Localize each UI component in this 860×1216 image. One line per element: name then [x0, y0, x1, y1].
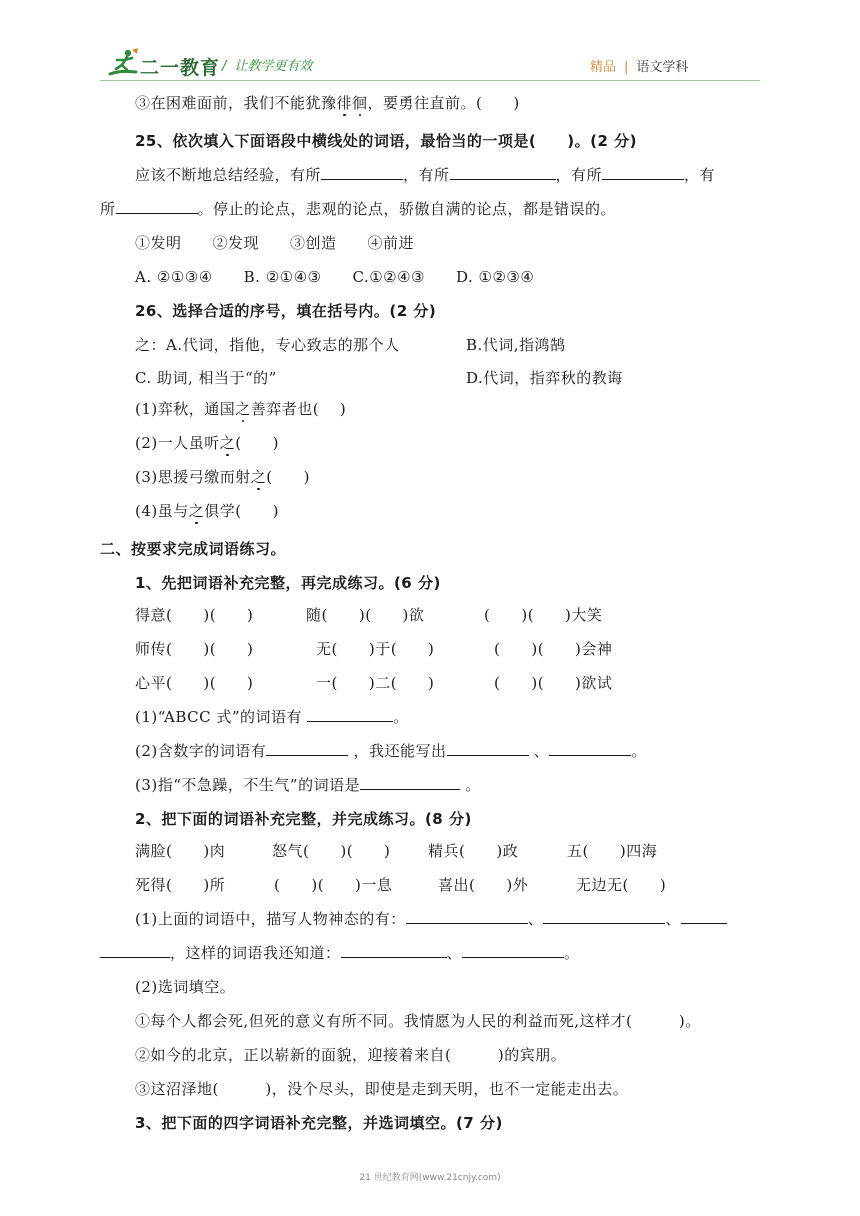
q25-answer-choices: A. ②①③④ B. ②①④③ C.①②④③ D. ①②③④	[135, 268, 535, 286]
text: ( )	[235, 434, 279, 452]
dotted-char: 徊	[352, 94, 368, 112]
text: (1)弈秋，通国	[135, 400, 236, 418]
idiom-3a: 心平( )( )	[135, 674, 254, 692]
slogan	[222, 55, 312, 74]
answer-blank[interactable]	[307, 706, 393, 722]
idiom-3b: 一( )二( )	[316, 674, 435, 692]
text: 俱学( )	[204, 502, 279, 520]
text: ( )	[266, 468, 310, 486]
page-footer: 21 世纪教育网(www.21cnjy.com)	[359, 1173, 501, 1183]
answer-blank[interactable]	[406, 908, 528, 924]
exercise-3-heading: 3、把下面的四字词语补充完整，并选词填空。(7 分)	[135, 1114, 503, 1132]
answer-blank[interactable]	[462, 942, 564, 958]
answer-blank[interactable]	[360, 774, 460, 790]
question-25: 25、依次填入下面语段中横线处的词语，最恰当的一项是( )。(2 分)	[135, 132, 637, 150]
idiom-2c: ( )( )会神	[494, 640, 613, 658]
subject-tag: 语文学科	[636, 60, 689, 75]
text: ，有所	[555, 166, 603, 184]
exercise-2-task-2: (2)选词填空。	[135, 978, 236, 996]
word-5d: 无边无( )	[576, 876, 667, 894]
answer-blank[interactable]	[450, 164, 556, 180]
exercise-2-task-1-line-1	[135, 908, 727, 930]
q26-option-d: D.代词，指弈秋的教诲	[466, 369, 623, 387]
header-rule	[100, 80, 760, 81]
text: 。	[460, 776, 481, 794]
word-4d: 五( )四海	[567, 842, 658, 860]
idiom-2b: 无( )于( )	[316, 640, 435, 658]
q26-sentence-4	[135, 500, 279, 522]
exercise-1-task-3	[135, 774, 481, 796]
text: (2)含数字的词语有	[135, 742, 267, 760]
q25-word-options: ①发明 ②发现 ③创造 ④前进	[135, 234, 415, 252]
dotted-char: 之	[188, 502, 205, 520]
text: 、	[527, 910, 544, 928]
word-5c: 喜出( )外	[438, 876, 529, 894]
runner-logo-icon	[108, 48, 140, 78]
fill-sentence-3: ③这沼泽地( )，没个尽头，即使是走到天明，也不一定能走出去。	[135, 1080, 629, 1098]
q26-sentence-1	[135, 398, 346, 420]
answer-blank[interactable]	[321, 164, 403, 180]
word-4b: 怒气( )( )	[272, 842, 391, 860]
text: 、	[446, 944, 463, 962]
text: 。	[564, 944, 580, 962]
question-26: 26、选择合适的序号，填在括号内。(2 分)	[135, 302, 437, 320]
answer-blank[interactable]	[549, 740, 631, 756]
text: (4)虽与	[135, 502, 189, 520]
idiom-1c: ( )( )大笑	[484, 606, 603, 624]
text: ，我还能写出	[348, 742, 447, 760]
text: ，有	[684, 166, 716, 184]
q26-sentence-3	[135, 466, 310, 488]
answer-blank[interactable]	[100, 942, 170, 958]
exercise-1-task-2	[135, 740, 647, 762]
word-5b: ( )( )一息	[274, 876, 393, 894]
answer-blank[interactable]	[447, 740, 529, 756]
text: ③在困难面前，我们不能犹豫	[135, 94, 337, 112]
text: ，要勇往直前。( )	[367, 94, 520, 112]
text: 应该不断地总结经验，有所	[135, 166, 322, 184]
exercise-2-task-1-line-2	[100, 942, 580, 964]
answer-blank[interactable]	[543, 908, 665, 924]
word-4c: 精兵( )政	[428, 842, 519, 860]
fill-sentence-2: ②如今的北京，正以崭新的面貌，迎接着来自( )的宾朋。	[135, 1046, 567, 1064]
page-header	[0, 0, 860, 86]
quality-tag: 精品	[590, 60, 617, 75]
text: (3)指“不急躁，不生气”的词语是	[135, 776, 361, 794]
logo-name: 二一教育	[140, 57, 221, 79]
text: 。	[393, 708, 409, 726]
answer-blank[interactable]	[681, 908, 727, 924]
idiom-3c: ( )( )欲试	[494, 674, 613, 692]
dotted-char: 之	[235, 400, 251, 418]
text: (1)上面的词语中，描写人物神态的有：	[135, 910, 406, 928]
word-5a: 死得( )所	[135, 876, 226, 894]
q26-sentence-2	[135, 432, 279, 454]
answer-blank[interactable]	[341, 942, 447, 958]
dotted-char: 徘	[336, 94, 353, 112]
text: 。停止的论点，悲观的论点，骄傲自满的论点，都是错误的。	[197, 200, 617, 218]
text: ，这样的词语我还知道：	[170, 944, 341, 962]
dotted-char: 之	[219, 434, 236, 452]
exercise-1-task-1	[135, 706, 409, 728]
dotted-char: 之	[250, 468, 267, 486]
text: (2)一人虽听	[135, 434, 220, 452]
text: 。	[631, 742, 647, 760]
text: ，有所	[403, 166, 450, 184]
answer-blank[interactable]	[602, 164, 684, 180]
exercise-2-heading: 2、把下面的词语补充完整，并完成练习。(8 分)	[135, 810, 472, 828]
q24-item-3	[135, 92, 520, 114]
text: (3)思援弓缴而射	[135, 468, 251, 486]
q26-option-c: C. 助词, 相当于“的”	[135, 369, 277, 387]
q26-option-a: 之：A.代词，指他，专心致志的那个人	[135, 336, 400, 354]
q25-passage-line-1	[135, 164, 715, 186]
tag-separator: |	[624, 60, 629, 75]
exercise-1-heading: 1、先把词语补充完整，再完成练习。(6 分)	[135, 574, 441, 592]
idiom-1a: 得意( )( )	[135, 606, 254, 624]
word-4a: 满脸( )肉	[135, 842, 226, 860]
section-2-heading: 二、按要求完成词语练习。	[100, 540, 287, 558]
fill-sentence-1: ①每个人都会死,但死的意义有所不同。我情愿为人民的利益而死,这样才( )。	[135, 1012, 701, 1030]
header-tag	[590, 56, 688, 75]
q25-passage-line-2	[100, 198, 616, 220]
q26-option-b: B.代词,指鸿鹄	[466, 336, 566, 354]
text: 所	[100, 200, 116, 218]
slogan-slash: /	[222, 59, 227, 74]
text: 、	[665, 910, 681, 928]
text: (1)“ABCC 式”的词语有	[135, 708, 308, 726]
text: 善弈者也( )	[250, 400, 347, 418]
answer-blank[interactable]	[266, 740, 348, 756]
idiom-1b: 随( )( )欲	[306, 606, 425, 624]
slogan-text: 让教学更有效	[234, 59, 313, 74]
text: 、	[528, 742, 550, 760]
idiom-2a: 师传( )( )	[135, 640, 254, 658]
answer-blank[interactable]	[116, 198, 198, 214]
